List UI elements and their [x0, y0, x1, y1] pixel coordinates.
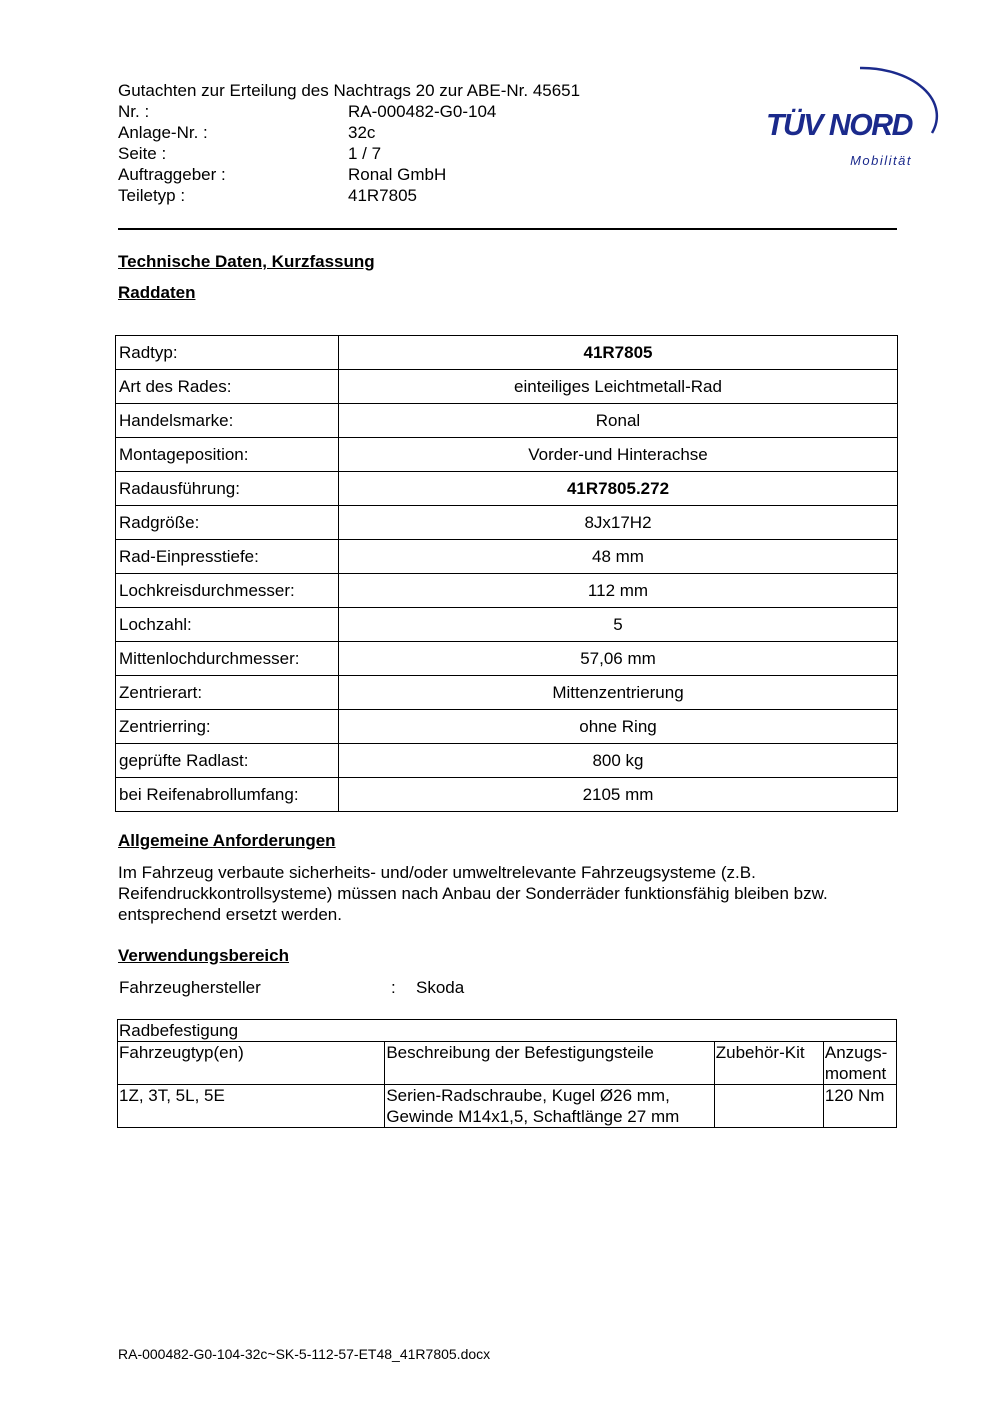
- manufacturer-colon: :: [391, 978, 396, 997]
- header-row-auftraggeber: [118, 164, 580, 185]
- row-key: Montageposition:: [116, 438, 339, 472]
- row-key: Radausführung:: [116, 472, 339, 506]
- requirements-paragraph: Im Fahrzeug verbaute sicherheits- und/oder umweltrelevante Fahrzeugsysteme (z.B. Reifendruckkontrollsysteme) müssen nach Anbau der Sonderräder funktionsfähig bleiben bzw. entsprechend ersetzt werden.: [118, 863, 828, 924]
- table-row: [116, 438, 898, 472]
- header-label: Teiletyp :: [118, 186, 186, 205]
- table-row: [118, 1085, 897, 1128]
- row-key: bei Reifenabrollumfang:: [116, 778, 339, 812]
- column-header: Zubehör-Kit: [714, 1042, 823, 1085]
- row-key: Lochkreisdurchmesser:: [116, 574, 339, 608]
- row-key: Radtyp:: [116, 336, 339, 370]
- table-row: [116, 676, 898, 710]
- row-value: Vorder-und Hinterachse: [339, 438, 898, 472]
- table-cell: 1Z, 3T, 5L, 5E: [118, 1085, 385, 1128]
- logo-sub-text: Mobilität: [850, 153, 912, 168]
- header-value: Ronal GmbH: [348, 165, 447, 184]
- row-key: Zentrierart:: [116, 676, 339, 710]
- table-row: [116, 744, 898, 778]
- header-label: Anlage-Nr. :: [118, 123, 208, 142]
- manufacturer-value: Skoda: [416, 978, 465, 997]
- table-row: [116, 642, 898, 676]
- table-cell: 120 Nm: [823, 1085, 896, 1128]
- table-row: [116, 608, 898, 642]
- document-header: [118, 80, 580, 206]
- row-value: 41R7805.272: [339, 472, 898, 506]
- header-label: Auftraggeber :: [118, 165, 226, 184]
- table-row: [116, 778, 898, 812]
- header-row-anlage: [118, 122, 580, 143]
- row-key: Mittenlochdurchmesser:: [116, 642, 339, 676]
- row-value: Ronal: [339, 404, 898, 438]
- manufacturer-row: [119, 978, 464, 998]
- row-value: 48 mm: [339, 540, 898, 574]
- column-header: Beschreibung der Befestigungsteile: [385, 1042, 714, 1085]
- table-row: [116, 540, 898, 574]
- row-value: 800 kg: [339, 744, 898, 778]
- table-row: [116, 404, 898, 438]
- table-row: [116, 710, 898, 744]
- wheel-fixing-table: [117, 1019, 897, 1128]
- row-key: Handelsmarke:: [116, 404, 339, 438]
- row-key: Art des Rades:: [116, 370, 339, 404]
- section-heading-raddaten: Raddaten: [118, 283, 196, 302]
- table-cell: [714, 1085, 823, 1128]
- header-divider: [118, 228, 897, 230]
- row-value: ohne Ring: [339, 710, 898, 744]
- header-label: Nr. :: [118, 102, 150, 121]
- header-label: Seite :: [118, 144, 167, 163]
- row-value: 41R7805: [339, 336, 898, 370]
- section-heading-tech: Technische Daten, Kurzfassung: [118, 252, 375, 271]
- logo-brand-text: TÜV NORD: [766, 107, 914, 142]
- row-key: Lochzahl:: [116, 608, 339, 642]
- table-cell: Serien-Radschraube, Kugel Ø26 mm, Gewinde M14x1,5, Schaftlänge 27 mm: [385, 1085, 714, 1128]
- header-row-teiletyp: [118, 185, 580, 206]
- footer-filename: RA-000482-G0-104-32c~SK-5-112-57-ET48_41R7805.docx: [118, 1346, 491, 1362]
- table-row: [116, 506, 898, 540]
- header-row-seite: [118, 143, 580, 164]
- header-row-nr: [118, 101, 580, 122]
- column-header: Fahrzeugtyp(en): [118, 1042, 385, 1085]
- row-value: 8Jx17H2: [339, 506, 898, 540]
- header-value: RA-000482-G0-104: [348, 102, 497, 121]
- row-value: 112 mm: [339, 574, 898, 608]
- header-value: 1 / 7: [348, 144, 382, 163]
- manufacturer-label: Fahrzeughersteller: [119, 978, 261, 997]
- row-key: Radgröße:: [116, 506, 339, 540]
- row-value: 57,06 mm: [339, 642, 898, 676]
- header-value: 41R7805: [348, 186, 418, 205]
- row-value: Mittenzentrierung: [339, 676, 898, 710]
- table-row: [116, 574, 898, 608]
- fixing-table-title: Radbefestigung: [118, 1020, 897, 1042]
- wheel-data-table: [115, 335, 898, 812]
- row-value: 2105 mm: [339, 778, 898, 812]
- section-heading-allgemein: Allgemeine Anforderungen: [118, 831, 336, 850]
- row-value: einteiliges Leichtmetall-Rad: [339, 370, 898, 404]
- row-key: geprüfte Radlast:: [116, 744, 339, 778]
- row-key: Zentrierring:: [116, 710, 339, 744]
- tuv-nord-logo: [760, 55, 950, 175]
- report-title: Gutachten zur Erteilung des Nachtrags 20 zur ABE-Nr. 45651: [118, 81, 581, 100]
- table-row: [116, 336, 898, 370]
- column-header: Anzugs-moment: [823, 1042, 896, 1085]
- table-header-row: [118, 1042, 897, 1085]
- row-key: Rad-Einpresstiefe:: [116, 540, 339, 574]
- header-value: 32c: [348, 123, 376, 142]
- table-row: [116, 472, 898, 506]
- row-value: 5: [339, 608, 898, 642]
- table-title-row: [118, 1020, 897, 1042]
- table-row: [116, 370, 898, 404]
- section-heading-verwendung: Verwendungsbereich: [118, 946, 289, 965]
